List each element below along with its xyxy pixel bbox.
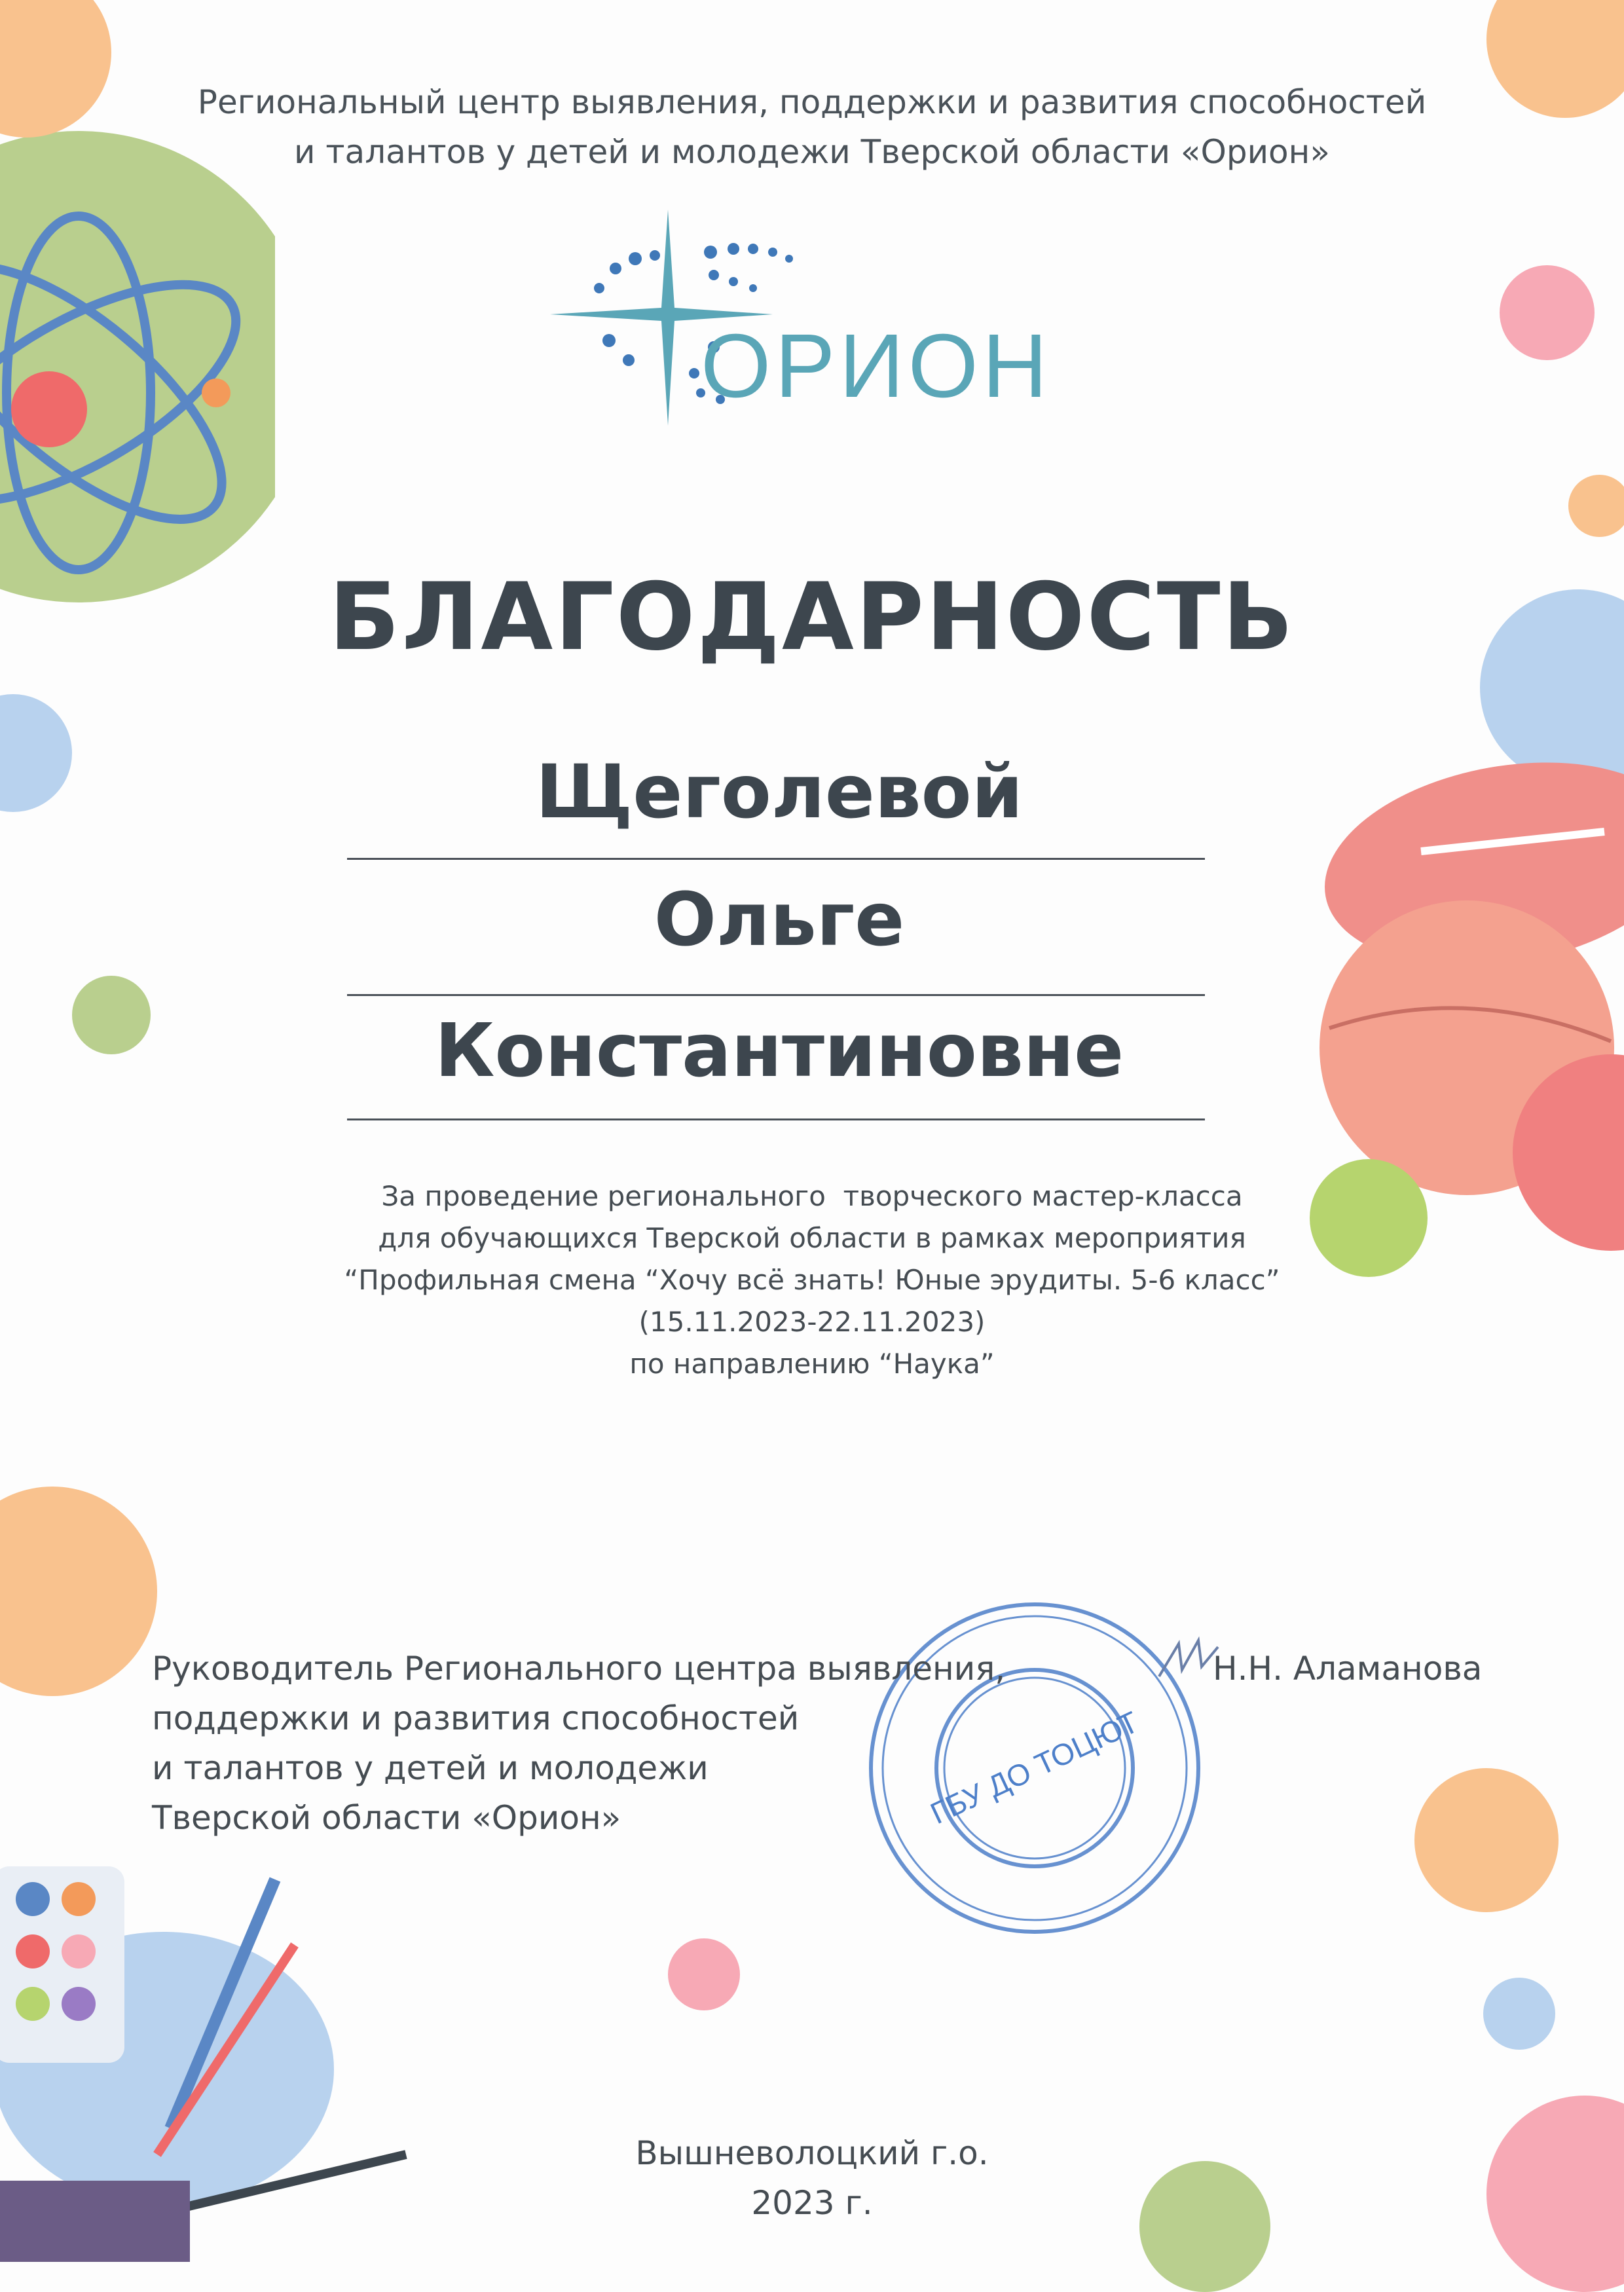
- organization-header-line-2: и талантов у детей и молодежи Тверской области «Орион»: [294, 133, 1330, 171]
- orion-logo: [537, 196, 1061, 445]
- signature-line-2: поддержки и развития способностей: [152, 1699, 800, 1737]
- name-underline-3: [347, 1118, 1205, 1120]
- certificate-title: БЛАГОДАРНОСТЬ: [329, 563, 1295, 671]
- body-line-1: За проведение регионального творческого мастер-класса: [381, 1180, 1243, 1212]
- name-underline-2: [347, 994, 1205, 996]
- body-line-5: по направлению “Наука”: [629, 1348, 995, 1380]
- signature-block: [152, 1644, 1005, 1843]
- organization-header-line-1: Региональный центр выявления, поддержки и развития способностей: [197, 83, 1427, 121]
- organization-header: [0, 77, 1624, 177]
- recipient-surname: Щеголевой: [535, 750, 1024, 835]
- recipient-first-name: Ольге: [654, 878, 905, 963]
- name-underline-1: [347, 858, 1205, 860]
- signature-line-3: и талантов у детей и молодежи: [152, 1749, 709, 1787]
- stamp-center-text: ГБУ ДО ТОЦЮТ: [925, 1704, 1144, 1831]
- logo-wordmark: ОРИОН: [701, 316, 1052, 416]
- body-line-3: “Профильная смена “Хочу всё знать! Юные эрудиты. 5-6 класс”: [344, 1264, 1280, 1296]
- footer-place: Вышневолоцкий г.о.: [635, 2134, 989, 2172]
- body-line-4: (15.11.2023-22.11.2023): [638, 1306, 986, 1338]
- signer-name: Н.Н. Аламанова: [1213, 1650, 1483, 1688]
- certificate-footer: [0, 2128, 1624, 2228]
- recipient-patronymic: Константиновне: [434, 1008, 1124, 1094]
- signature-line-4: Тверской области «Орион»: [152, 1799, 621, 1837]
- footer-year: 2023 г.: [751, 2184, 873, 2222]
- body-line-2: для обучающихся Тверской области в рамках мероприятия: [378, 1222, 1246, 1254]
- certificate-body: [0, 1175, 1624, 1385]
- signature-line-1: Руководитель Регионального центра выявления,: [152, 1650, 1006, 1688]
